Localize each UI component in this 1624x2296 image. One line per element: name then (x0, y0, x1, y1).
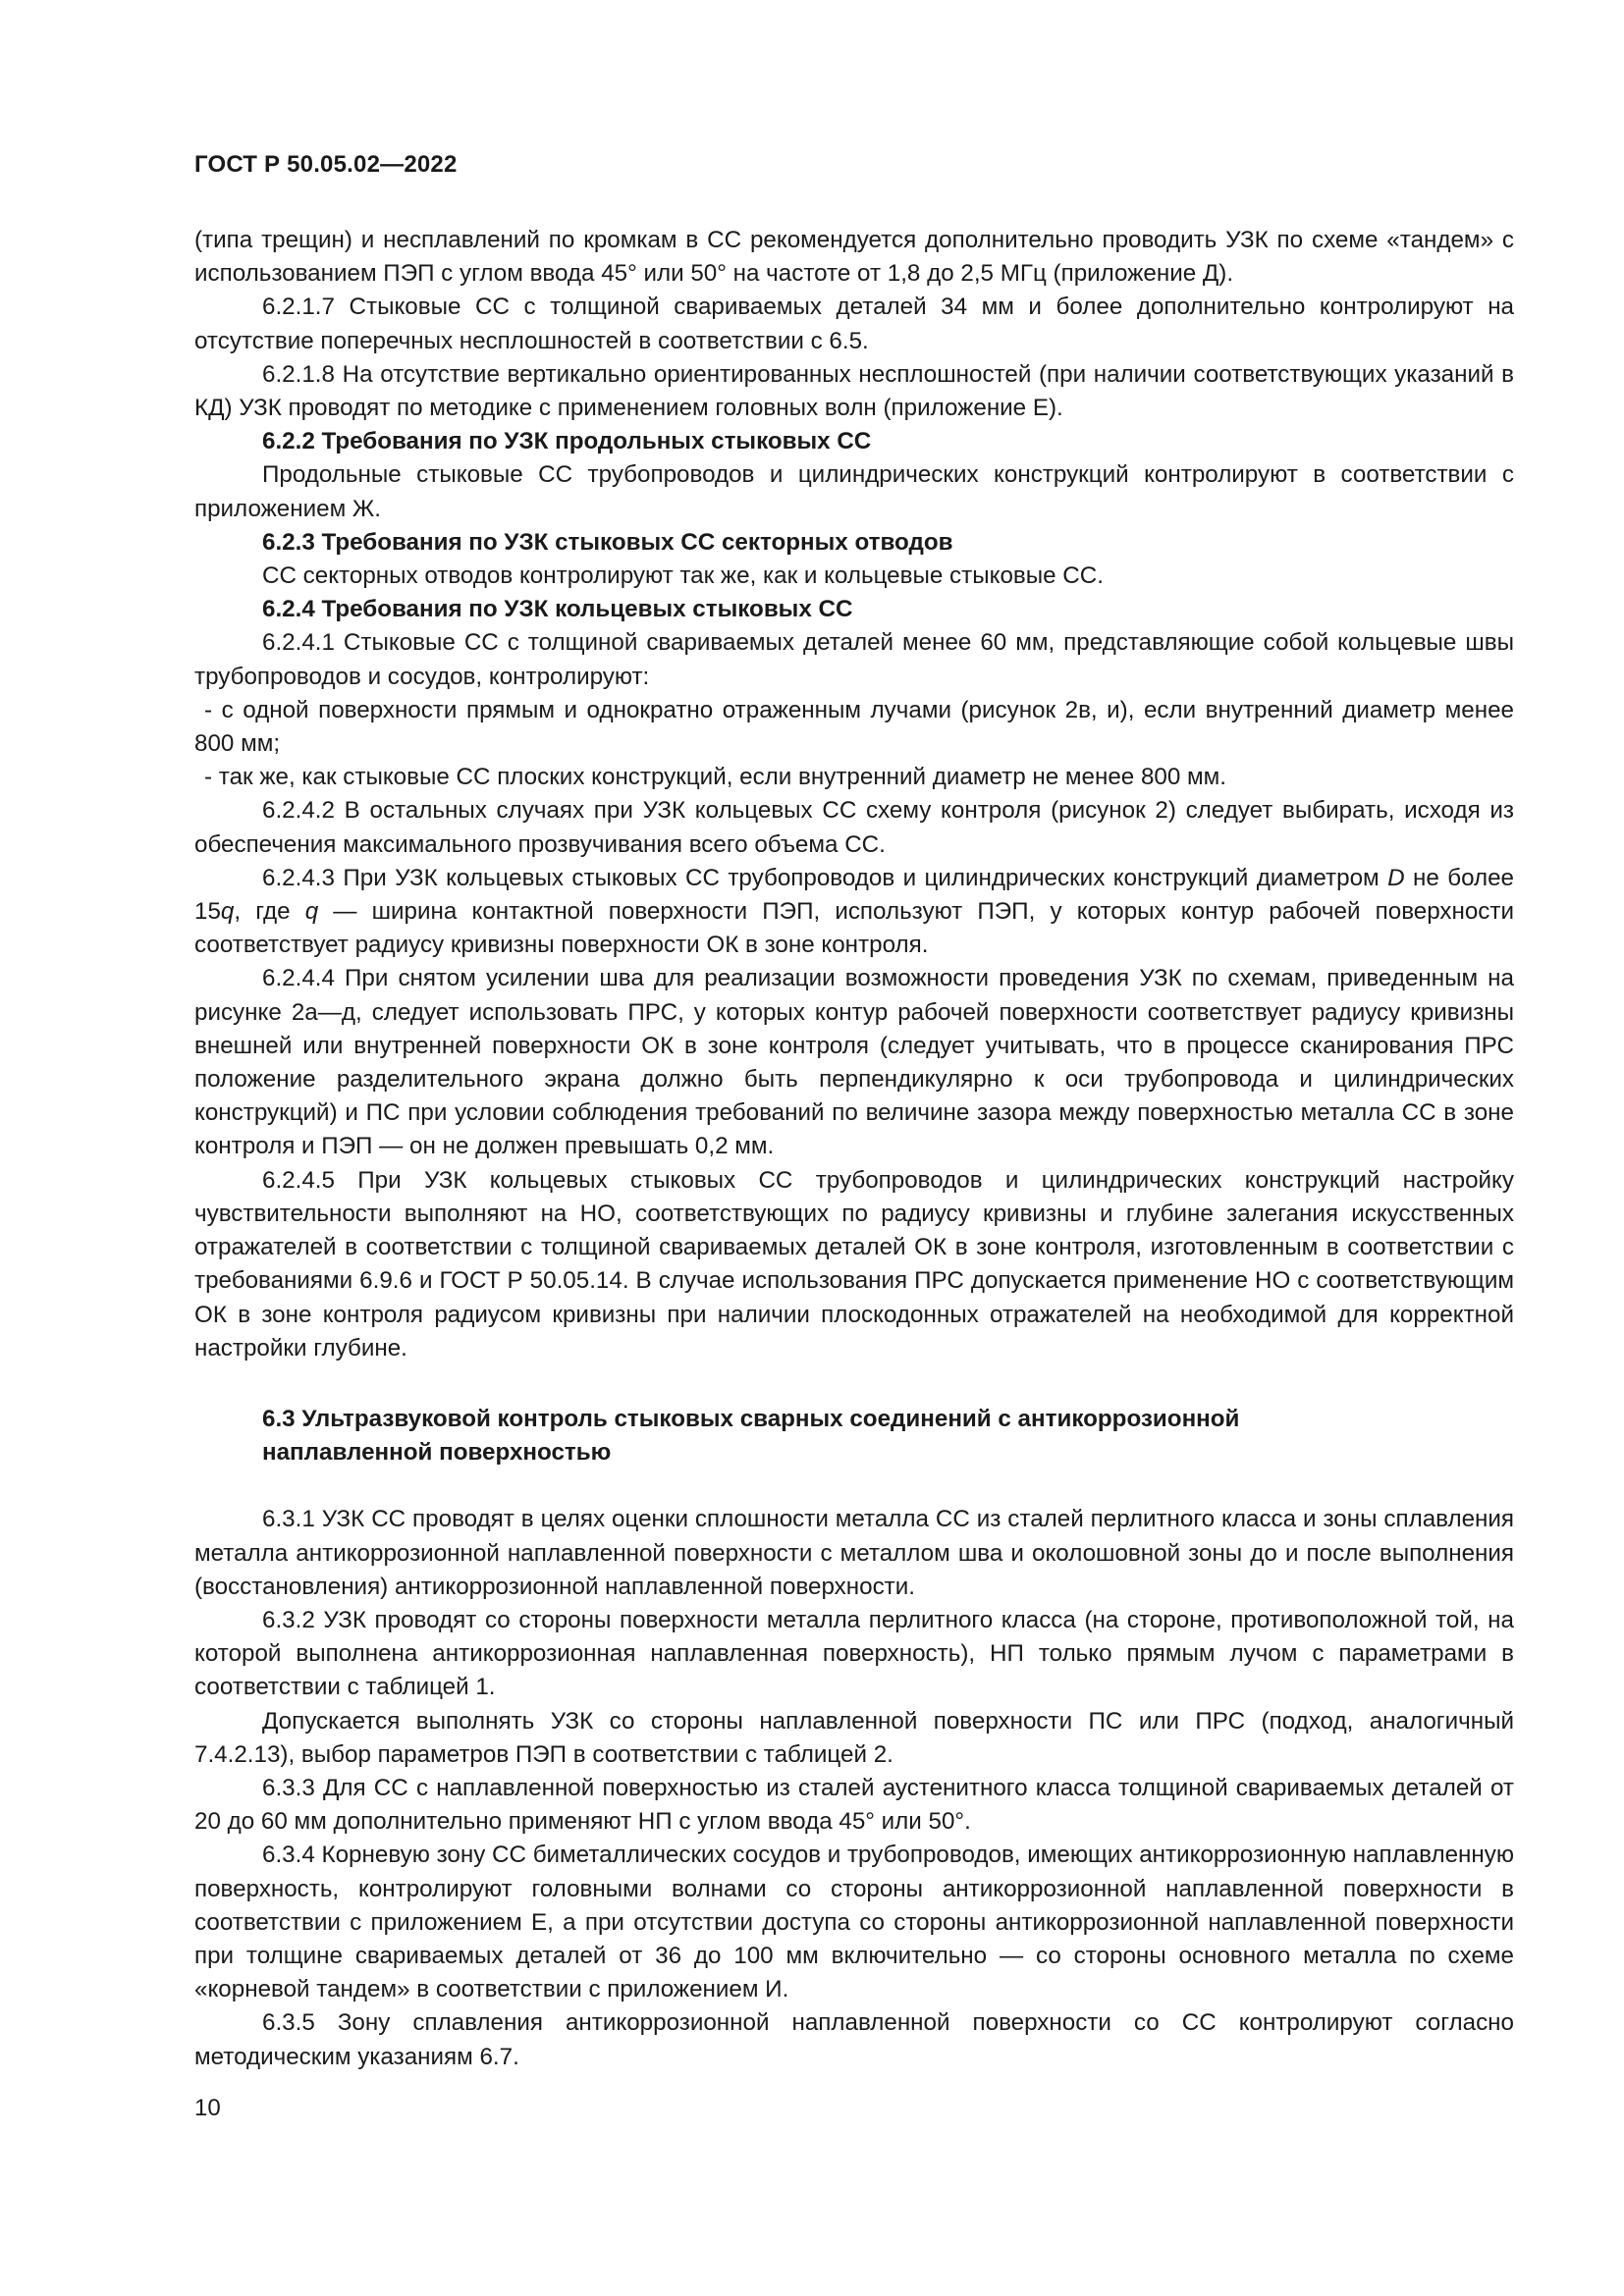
section-heading-line-1: 6.3 Ультразвуковой контроль стыковых сварных соединений с антикоррозионной (262, 1405, 1240, 1432)
document-body (194, 224, 1514, 2074)
paragraph-6-3-2: 6.3.2 УЗК проводят со стороны поверхности металла перлитного класса (на стороне, противоположной той, на которой выполнена антикоррозионная наплавленная поверхность), НП только прямым лучом с параметрами в соответствии с таблицей 1. (194, 1606, 1514, 1701)
subheading-6-2-4: 6.2.4 Требования по УЗК кольцевых стыковых СС (262, 596, 853, 623)
paragraph-6-3-1: 6.3.1 УЗК СС проводят в целях оценки сплошности металла СС из сталей перлитного класса и зоны сплавления металла антикоррозионной наплавленной поверхности с металлом шва и околошовной зоны до и после выполнения (восстановления) антикоррозионной наплавленной поверхности. (194, 1506, 1514, 1600)
section-heading-6-3 (194, 1403, 1514, 1469)
paragraph-6-2-4-4: 6.2.4.4 При снятом усилении шва для реализации возможности проведения УЗК по схемам, приведенным на рисунке 2а—д, следует использовать ПРС, у которых контур рабочей поверхности соответствует радиусу кривизны внешней или внутренней поверхности ОК в зоне контроля (следует учитывать, что в процессе сканирования ПРС положение разделительного экрана должно быть перпендикулярно к оси трубопровода и цилиндрических конструкций) и ПС при условии соблюдения требований по величине зазора между поверхностью металла СС в зоне контроля и ПЭП — он не должен превышать 0,2 мм. (194, 965, 1514, 1160)
list-item-inner-diameter-less: - с одной поверхности прямым и однократно отраженным лучами (рисунок 2в, и), если внутренний диаметр менее 800 мм; (194, 696, 1514, 758)
paragraph-6-3-2-addendum: Допускается выполнять УЗК со стороны наплавленной поверхности ПС или ПРС (подход, аналогичный 7.4.2.13), выбор параметров ПЭП в соответствии с таблицей 2. (194, 1707, 1514, 1768)
subheading-6-2-2: 6.2.2 Требования по УЗК продольных стыковых СС (262, 428, 872, 455)
paragraph-6-2-4-3-part2: не более 15 (194, 864, 1515, 926)
page-number: 10 (194, 2095, 221, 2121)
paragraph-6-2-4-2: 6.2.4.2 В остальных случаях при УЗК кольцевых СС схему контроля (рисунок 2) следует выбирать, исходя из обеспечения максимального прозвучивания всего объема СС. (194, 797, 1514, 858)
paragraph-6-2-4-1: 6.2.4.1 Стыковые СС с толщиной свариваемых деталей менее 60 мм, представляющие собой кольцевые швы трубопроводов и сосудов, контролируют: (194, 629, 1514, 690)
list-item-inner-diameter-not-less: - так же, как стыковые СС плоских конструкций, если внутренний диаметр не менее 800 мм. (204, 764, 1227, 791)
paragraph-6-2-4-3-part4: — ширина контактной поверхности ПЭП, используют ПЭП, у которых контур рабочей поверхности соответствует радиусу кривизны поверхности ОК в зоне контроля. (194, 898, 1514, 959)
paragraph-6-3-3: 6.3.3 Для СС с наплавленной поверхностью из сталей аустенитного класса толщиной свариваемых деталей от 20 до 60 мм дополнительно применяют НП с углом ввода 45° или 50°. (194, 1774, 1514, 1836)
variable-q-definition: q (304, 898, 319, 926)
section-heading-line-2: наплавленной поверхностью (262, 1439, 612, 1467)
paragraph-6-2-4-3-part1: 6.2.4.3 При УЗК кольцевых стыковых СС трубопроводов и цилиндрических конструкций диаметром (262, 864, 1388, 891)
paragraph-6-2-4-3-part3: , где (234, 898, 305, 926)
paragraph-6-3-4: 6.3.4 Корневую зону СС биметаллических сосудов и трубопроводов, имеющих антикоррозионную наплавленную поверхность, контролируют головными волнами со стороны антикоррозионной наплавленной поверхности в соответствии с приложением Е, а при отсутствии доступа со стороны антикоррозионной наплавленной поверхности при толщине свариваемых деталей от 36 до 100 мм включительно — со стороны основного металла по схеме «корневой тандем» в соответствии с приложением И. (194, 1842, 1514, 2003)
variable-q: q (220, 898, 235, 926)
paragraph-continuation: (типа трещин) и несплавлений по кромкам в СС рекомендуется дополнительно проводить УЗК по схеме «тандем» с использованием ПЭП с углом ввода 45° или 50° на частоте от 1,8 до 2,5 МГц (приложение Д). (194, 227, 1514, 288)
paragraph-6-2-2-body: Продольные стыковые СС трубопроводов и цилиндрических конструкций контролируют в соответствии с приложением Ж. (194, 461, 1514, 522)
paragraph-6-2-1-8: 6.2.1.8 На отсутствие вертикально ориентированных несплошностей (при наличии соответствующих указаний в КД) УЗК проводят по методике с применением головных волн (приложение Е). (194, 360, 1514, 422)
paragraph-6-2-1-7: 6.2.1.7 Стыковые СС с толщиной свариваемых деталей 34 мм и более дополнительно контролируют на отсутствие поперечных несплошностей в соответствии с 6.5. (194, 294, 1514, 354)
variable-d: D (1387, 864, 1405, 891)
paragraph-6-2-4-5: 6.2.4.5 При УЗК кольцевых стыковых СС трубопроводов и цилиндрических конструкций настройку чувствительности выполняют на НО, соответствующих по радиусу кривизны и глубине залегания искусственных отражателей в соответствии с толщиной свариваемых деталей ОК в зоне контроля, изготовленным в соответствии с требованиями 6.9.6 и ГОСТ Р 50.05.14. В случае использования ПРС допускается применение НО с соответствующим ОК в зоне контроля радиусом кривизны при наличии плоскодонных отражателей на необходимой для корректной настройки глубине. (194, 1166, 1514, 1362)
document-code-header: ГОСТ Р 50.05.02—2022 (194, 151, 458, 178)
paragraph-6-2-3-body: СС секторных отводов контролируют так же, как и кольцевые стыковые СС. (262, 562, 1104, 590)
subheading-6-2-3: 6.2.3 Требования по УЗК стыковых СС секторных отводов (262, 528, 953, 556)
paragraph-6-3-5: 6.3.5 Зону сплавления антикоррозионной наплавленной поверхности со СС контролируют согласно методическим указаниям 6.7. (194, 2009, 1514, 2070)
paragraph-6-2-4-3 (194, 862, 1514, 963)
